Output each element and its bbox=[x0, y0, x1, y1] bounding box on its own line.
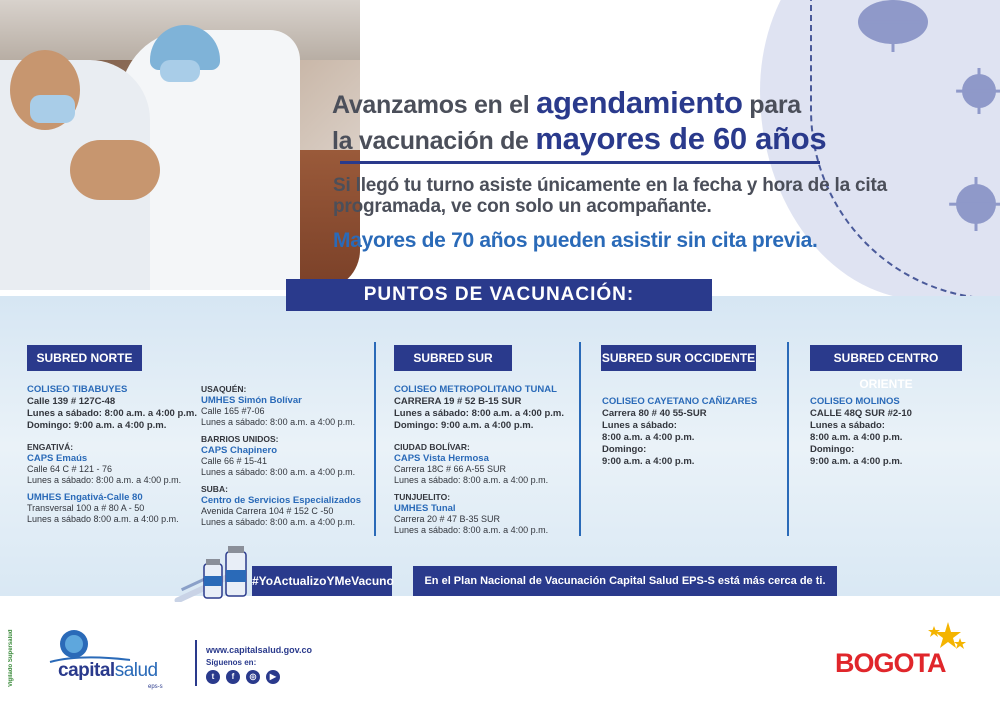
column-divider bbox=[579, 342, 581, 536]
site-hours: Domingo: 9:00 a.m. a 4:00 p.m. bbox=[394, 420, 534, 431]
umhes-engativa-block bbox=[27, 492, 202, 525]
site-hours: Lunes a sábado: 8:00 a.m. a 4:00 p.m. bbox=[201, 417, 356, 427]
engativa-block bbox=[27, 442, 202, 486]
vaccination-photo bbox=[0, 0, 360, 290]
site-hours: Domingo: bbox=[602, 444, 647, 455]
twitter-icon[interactable]: t bbox=[206, 670, 220, 684]
column-divider bbox=[787, 342, 789, 536]
headline-text: para bbox=[742, 91, 801, 119]
site-address: Calle 165 #7-06 bbox=[201, 406, 265, 416]
locality-label: BARRIOS UNIDOS: bbox=[201, 434, 279, 444]
coliseo-molinos bbox=[810, 396, 990, 468]
headline-divider bbox=[340, 161, 820, 164]
nurse-mask bbox=[160, 60, 200, 82]
ciudad-bolivar-block bbox=[394, 442, 574, 486]
tunjuelito-block bbox=[394, 492, 574, 536]
site-name: UMHES Simón Bolívar bbox=[201, 395, 302, 406]
site-address: Carrera 80 # 40 55-SUR bbox=[602, 408, 707, 419]
locality-label: SUBA: bbox=[201, 484, 228, 494]
site-address: Avenida Carrera 104 # 152 C -50 bbox=[201, 506, 334, 516]
subred-sur-occidente-tag: SUBRED SUR OCCIDENTE bbox=[601, 345, 756, 371]
headline-text: Avanzamos en el bbox=[332, 91, 537, 119]
site-name: COLISEO TIBABUYES bbox=[27, 384, 128, 395]
site-name: COLISEO METROPOLITANO TUNAL bbox=[394, 384, 557, 395]
locality-label: USAQUÉN: bbox=[201, 384, 247, 394]
virus-icon bbox=[956, 184, 996, 224]
site-hours: Lunes a sábado: 8:00 a.m. a 4:00 p.m. bbox=[394, 475, 549, 485]
coliseo-tunal bbox=[394, 384, 574, 432]
site-address: Calle 64 C # 121 - 76 bbox=[27, 464, 113, 474]
subred-centro-oriente-tag: SUBRED CENTRO ORIENTE bbox=[810, 345, 962, 371]
youtube-icon[interactable]: ▶ bbox=[266, 670, 280, 684]
site-hours: Lunes a sábado: 8:00 a.m. a 4:00 p.m. bbox=[394, 408, 565, 419]
subred-norte-tag: SUBRED NORTE bbox=[27, 345, 142, 371]
vaccine-vials-icon bbox=[168, 542, 250, 602]
site-hours: 8:00 a.m. a 4:00 p.m. bbox=[602, 432, 695, 443]
locality-label: ENGATIVÁ: bbox=[27, 442, 74, 452]
locality-label: TUNJUELITO: bbox=[394, 492, 451, 502]
barrios-unidos-block bbox=[201, 434, 371, 478]
usaquen-block bbox=[201, 384, 371, 428]
site-name: Centro de Servicios Especializados bbox=[201, 495, 361, 506]
site-name: CAPS Chapinero bbox=[201, 445, 278, 456]
subred-sur-tag: SUBRED SUR bbox=[394, 345, 512, 371]
site-hours: Lunes a sábado: 8:00 a.m. a 4:00 p.m. bbox=[27, 408, 198, 419]
site-hours: Domingo: 9:00 a.m. a 4:00 p.m. bbox=[27, 420, 167, 431]
over-70-notice: Mayores de 70 años pueden asistir sin cita previa. bbox=[333, 229, 818, 252]
hashtag-banner: #YoActualizoYMeVacuno bbox=[252, 566, 392, 596]
site-name: COLISEO MOLINOS bbox=[810, 396, 900, 407]
site-hours: 9:00 a.m. a 4:00 p.m. bbox=[810, 456, 903, 467]
column-divider bbox=[374, 342, 376, 536]
capital-salud-wordmark bbox=[58, 660, 158, 682]
virus-icon bbox=[962, 74, 996, 108]
headline-text: la vacunación de bbox=[332, 127, 536, 155]
social-links bbox=[206, 670, 280, 684]
site-name: COLISEO CAYETANO CAÑIZARES bbox=[602, 396, 758, 407]
site-address: CARRERA 19 # 52 B-15 SUR bbox=[394, 396, 522, 407]
headline bbox=[332, 86, 852, 158]
suba-block bbox=[201, 484, 371, 528]
salud-wordmark: salud bbox=[114, 660, 158, 681]
footer-divider bbox=[195, 640, 197, 686]
site-name: CAPS Emaús bbox=[27, 453, 88, 464]
site-hours: Lunes a sábado: 8:00 a.m. a 4:00 p.m. bbox=[201, 517, 356, 527]
capital-wordmark: capital bbox=[58, 660, 115, 681]
vaccination-points-title: PUNTOS DE VACUNACIÓN: bbox=[286, 279, 712, 311]
site-hours: Domingo: bbox=[810, 444, 855, 455]
site-name: UMHES Engativá-Calle 80 bbox=[27, 492, 143, 503]
plan-banner: En el Plan Nacional de Vacunación Capital Salud EPS-S está más cerca de ti. bbox=[413, 566, 837, 596]
follow-us-label: Síguenos en: bbox=[206, 658, 257, 667]
site-hours: 8:00 a.m. a 4:00 p.m. bbox=[810, 432, 903, 443]
site-address: Carrera 20 # 47 B-35 SUR bbox=[394, 514, 501, 524]
site-address: Carrera 18C # 66 A-55 SUR bbox=[394, 464, 507, 474]
website-link[interactable]: www.capitalsalud.gov.co bbox=[206, 645, 313, 655]
coliseo-tibabuyes bbox=[27, 384, 202, 432]
headline-highlight: agendamiento bbox=[536, 85, 743, 120]
site-hours: Lunes a sábado 8:00 a.m. a 4:00 p.m. bbox=[27, 514, 179, 524]
coliseo-cayetano bbox=[602, 396, 782, 468]
site-address: CALLE 48Q SUR #2-10 bbox=[810, 408, 912, 419]
locality-label: CIUDAD BOLÍVAR: bbox=[394, 442, 470, 452]
site-hours: Lunes a sábado: bbox=[602, 420, 677, 431]
site-name: UMHES Tunal bbox=[394, 503, 456, 514]
site-hours: Lunes a sábado: bbox=[810, 420, 885, 431]
instagram-icon[interactable]: ◎ bbox=[246, 670, 260, 684]
vigilado-supersalud-mark: Vigilado Supersalud bbox=[8, 629, 14, 687]
instructions-line: programada, ve con solo un acompañante. bbox=[333, 196, 712, 217]
facebook-icon[interactable]: f bbox=[226, 670, 240, 684]
site-hours: Lunes a sábado: 8:00 a.m. a 4:00 p.m. bbox=[394, 525, 549, 535]
site-hours: Lunes a sábado: 8:00 a.m. a 4:00 p.m. bbox=[27, 475, 182, 485]
bogota-stars-icon bbox=[926, 620, 966, 654]
headline-highlight: mayores de 60 años bbox=[535, 121, 827, 156]
instructions-line: Si llegó tu turno asiste únicamente en la fecha y hora de la cita bbox=[333, 175, 887, 196]
instructions-text bbox=[333, 175, 893, 217]
eps-s-label: eps-s bbox=[148, 684, 163, 690]
patient-arm bbox=[70, 140, 160, 200]
patient-mask bbox=[30, 95, 75, 123]
bogota-logo: BOGOTA bbox=[835, 648, 946, 678]
site-address: Calle 139 # 127C-48 bbox=[27, 396, 116, 407]
virus-icon bbox=[858, 0, 928, 44]
site-address: Transversal 100 a # 80 A - 50 bbox=[27, 503, 145, 513]
site-hours: 9:00 a.m. a 4:00 p.m. bbox=[602, 456, 695, 467]
site-address: Calle 66 # 15-41 bbox=[201, 456, 268, 466]
site-name: CAPS Vista Hermosa bbox=[394, 453, 489, 464]
site-hours: Lunes a sábado: 8:00 a.m. a 4:00 p.m. bbox=[201, 467, 356, 477]
